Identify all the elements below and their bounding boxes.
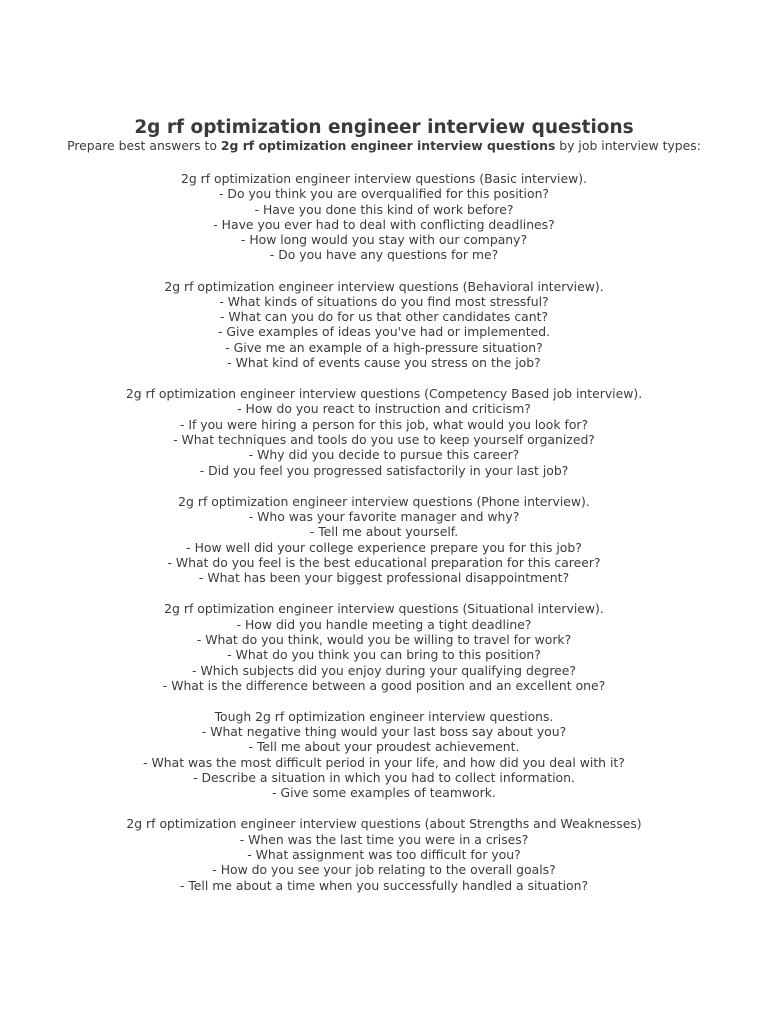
question-item: - Tell me about a time when you successfully handled a situation? bbox=[179, 877, 589, 893]
question-item: - What kind of events cause you stress on the job? bbox=[227, 355, 541, 371]
question-item: - Have you ever had to deal with conflicting deadlines? bbox=[213, 216, 555, 232]
section-competency-interview bbox=[0, 386, 768, 478]
intro-text bbox=[0, 138, 768, 153]
section-heading: 2g rf optimization engineer interview questions (Competency Based job interview). bbox=[125, 386, 643, 402]
section-heading: 2g rf optimization engineer interview questions (Situational interview). bbox=[164, 601, 604, 617]
question-item: - Give examples of ideas you've had or implemented. bbox=[217, 324, 551, 340]
question-item: - Did you feel you progressed satisfactorily in your last job? bbox=[199, 462, 569, 478]
question-item: - Do you think you are overqualified for this position? bbox=[219, 186, 549, 202]
question-item: - What is the difference between a good position and an excellent one? bbox=[162, 677, 606, 693]
question-item: - What negative thing would your last boss say about you? bbox=[201, 724, 567, 740]
section-basic-interview bbox=[0, 171, 768, 263]
page-title: 2g rf optimization engineer interview questions bbox=[134, 117, 634, 138]
section-behavioral-interview bbox=[0, 279, 768, 371]
question-item: - If you were hiring a person for this job, what would you look for? bbox=[179, 416, 589, 432]
question-item: - Describe a situation in which you had to collect information. bbox=[193, 770, 575, 786]
section-tough-questions bbox=[0, 709, 768, 801]
question-item: - What kinds of situations do you find most stressful? bbox=[219, 293, 549, 309]
question-item: - What was the most difficult period in your life, and how did you deal with it? bbox=[143, 754, 625, 770]
question-item: - What has been your biggest professional disappointment? bbox=[198, 570, 570, 586]
question-item: - What do you feel is the best educational preparation for this career? bbox=[167, 554, 601, 570]
intro-suffix: by job interview types: bbox=[555, 138, 701, 153]
question-sections bbox=[0, 171, 768, 909]
question-item: - What techniques and tools do you use to keep yourself organized? bbox=[173, 432, 595, 448]
question-item: - How long would you stay with our company? bbox=[240, 232, 528, 248]
section-heading: 2g rf optimization engineer interview questions (Basic interview). bbox=[180, 171, 588, 186]
section-phone-interview bbox=[0, 494, 768, 586]
question-item: - What assignment was too difficult for you? bbox=[247, 847, 521, 863]
question-item: - What do you think you can bring to this position? bbox=[227, 647, 541, 663]
question-item: - Tell me about yourself. bbox=[309, 524, 459, 540]
question-item: - Do you have any questions for me? bbox=[269, 247, 499, 263]
question-item: - What can you do for us that other candidates cant? bbox=[219, 309, 549, 325]
question-item: - When was the last time you were in a crises? bbox=[239, 831, 529, 847]
intro-bold-keyword: 2g rf optimization engineer interview questions bbox=[220, 138, 556, 153]
question-item: - Give me an example of a high-pressure situation? bbox=[225, 339, 543, 355]
question-item: - How did you handle meeting a tight deadline? bbox=[236, 616, 532, 632]
question-item: - What do you think, would you be willing to travel for work? bbox=[196, 631, 572, 647]
question-item: - How well did your college experience prepare you for this job? bbox=[186, 539, 582, 555]
section-heading: 2g rf optimization engineer interview questions (Behavioral interview). bbox=[164, 278, 604, 294]
question-item: - How do you see your job relating to the overall goals? bbox=[212, 862, 556, 878]
section-heading: 2g rf optimization engineer interview questions (Phone interview). bbox=[178, 493, 590, 509]
section-heading: Tough 2g rf optimization engineer interview questions. bbox=[214, 708, 554, 724]
question-item: - Which subjects did you enjoy during your qualifying degree? bbox=[192, 662, 576, 678]
section-strengths-weaknesses bbox=[0, 816, 768, 892]
section-situational-interview bbox=[0, 601, 768, 693]
question-item: - Why did you decide to pursue this career? bbox=[248, 447, 520, 463]
question-item: - Give some examples of teamwork. bbox=[272, 785, 496, 801]
question-item: - Have you done this kind of work before? bbox=[254, 201, 514, 217]
section-heading: 2g rf optimization engineer interview questions (about Strengths and Weaknesses) bbox=[126, 816, 642, 832]
intro-prefix: Prepare best answers to bbox=[67, 138, 221, 153]
question-item: - Tell me about your proudest achievement. bbox=[248, 739, 520, 755]
question-item: - Who was your favorite manager and why? bbox=[248, 509, 520, 525]
question-item: - How do you react to instruction and criticism? bbox=[237, 401, 531, 417]
